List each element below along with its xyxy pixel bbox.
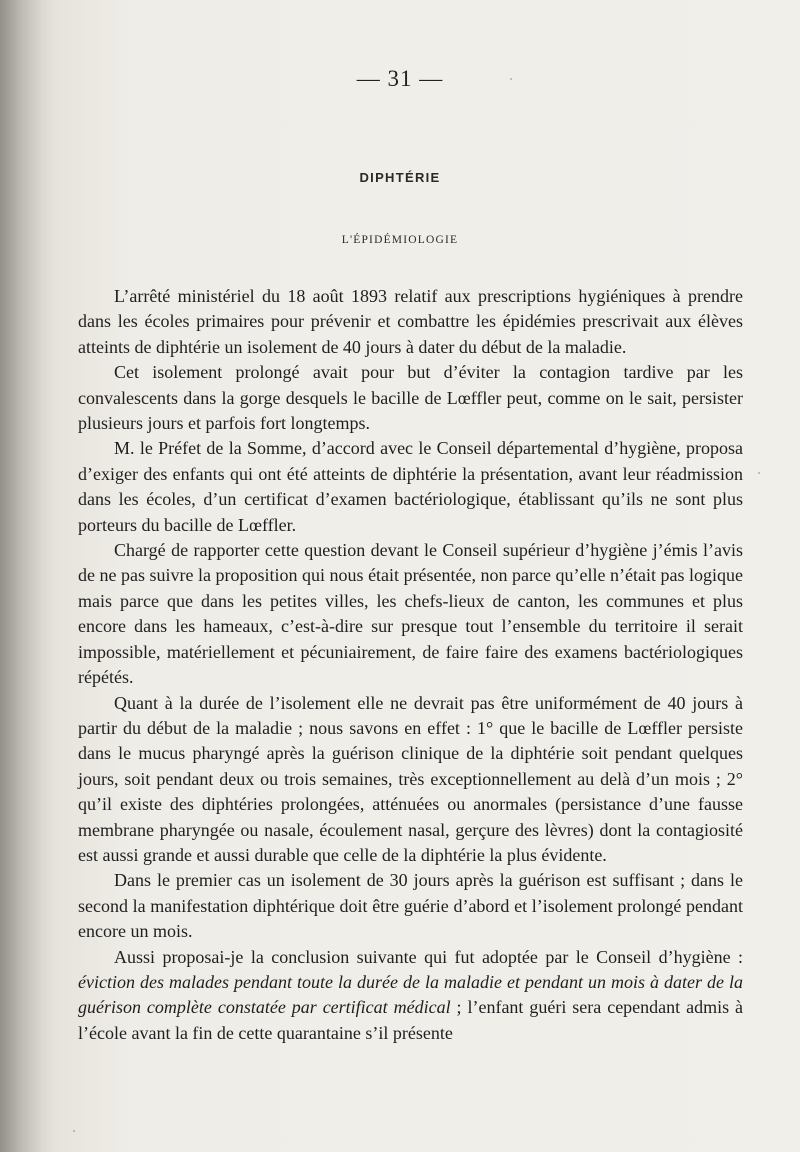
subsection-title: L'ÉPIDÉMIOLOGIE: [341, 234, 459, 246]
conclusion-italic: éviction des malades pendant toute la durée de la maladie et pendant un mois à dater de la guérison complète constatée par certificat médical: [78, 971, 743, 1018]
paragraph: Cet isolement prolongé avait pour but d’éviter la contagion tardive par les convalescents dans la gorge desquels le bacille de Lœffler peut, comme on le sait, persister plusieurs jours et parfois fort longtemps.: [78, 362, 743, 434]
page-number: — 31 —: [356, 66, 444, 91]
paragraph: Dans le premier cas un isolement de 30 jours après la guérison est suffisant ; dans le second la manifestation diphtérique doit être guérie d’abord et l’isolement prolongé pendant encore un mois.: [78, 870, 743, 942]
section-title: DIPHTÉRIE: [359, 170, 441, 185]
conclusion-tail: ; l’enfant guéri sera cependant admis à l’école avant la fin de cette quarantaine s’il présente: [78, 997, 744, 1043]
paragraph: L’arrêté ministériel du 18 août 1893 relatif aux prescriptions hygiéniques à prendre dans les écoles primaires pour prévenir et combattre les épidémies prescrivait aux élèves atteints de diphtérie un isolement de 40 jours à dater du début de la maladie.: [78, 286, 743, 357]
body-text: [78, 284, 743, 1046]
paragraph: Chargé de rapporter cette question devant le Conseil supérieur d’hygiène j’émis l’avis de ne pas suivre la proposition qui nous était présentée, non parce qu’elle n’était pas logique mais parce que dans les petites villes, les chefs-lieux de canton, les communes et plus encore dans les hameaux, c’est-à-dire sur presque tout l’ensemble du territoire il serait impossible, matériellement et pécuniairement, de faire faire des examens bactériologiques répétés.: [78, 540, 743, 688]
paper-speck: [758, 472, 760, 474]
paragraph: M. le Préfet de la Somme, d’accord avec le Conseil départemental d’hygiène, proposa d’exiger des enfants qui ont été atteints de diphtérie la présentation, avant leur réadmission dans les écoles, d’un certificat d’examen bactériologique, établissant qu’ils ne sont plus porteurs du bacille de Lœffler.: [78, 438, 743, 535]
paragraph-conclusion: [78, 945, 743, 1047]
conclusion-lead: Aussi proposai-je la conclusion suivante qui fut adoptée par le Conseil d’hygiène :: [114, 946, 743, 967]
paper-speck: [73, 1130, 75, 1132]
paragraph: Quant à la durée de l’isolement elle ne devrait pas être uniformément de 40 jours à partir du début de la maladie ; nous savons en effet : 1° que le bacille de Lœffler persiste dans le mucus pharyngé après la guérison clinique de la diphtérie soit pendant quelques jours, soit pendant deux ou trois semaines, très exceptionnellement au delà d’un mois ; 2° qu’il existe des diphtéries prolongées, atténuées ou anormales (persistance d’une fausse membrane pharyngée ou nasale, écoulement nasal, gerçure des lèvres) dont la contagiosité est aussi grande et aussi durable que celle de la diphtérie la plus évidente.: [78, 692, 743, 865]
paper-speck: [510, 78, 512, 80]
